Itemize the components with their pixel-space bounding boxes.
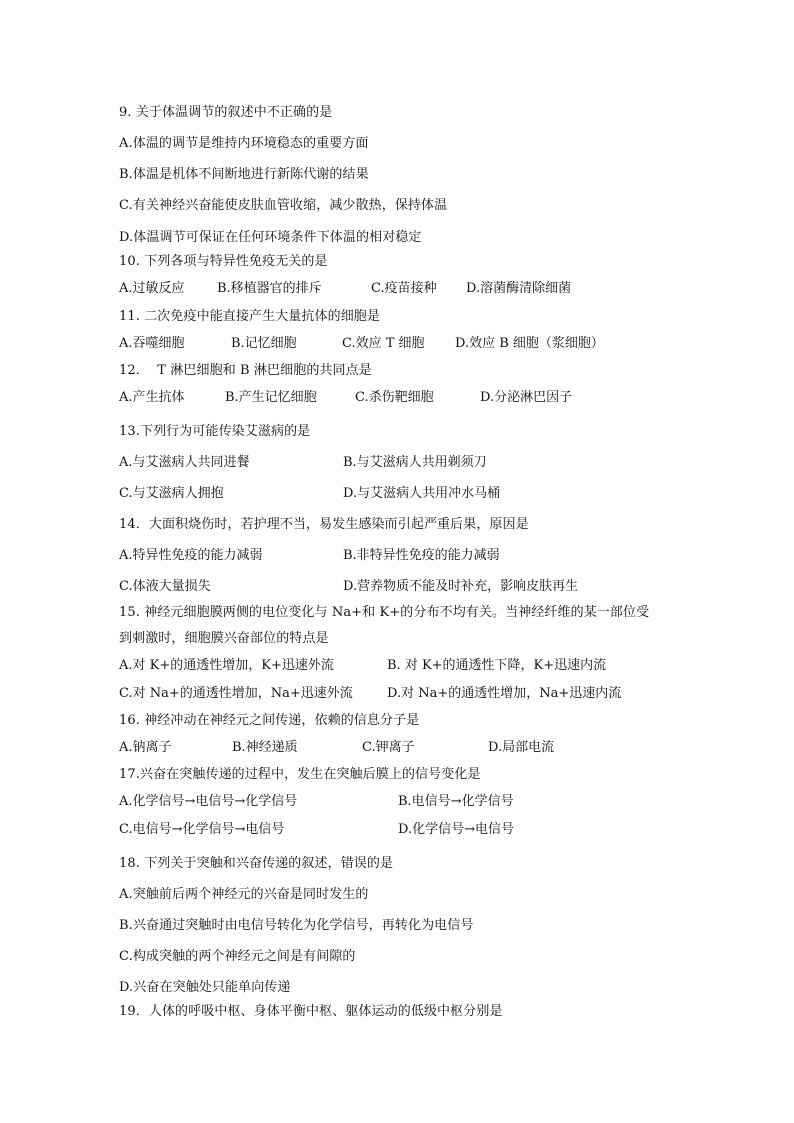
question-10-option-d: D.溶菌酶清除细菌 [466,281,572,296]
question-10-option-b: B.移植器官的排斥 [217,281,322,296]
question-11-option-a: A.吞噬细胞 [119,336,185,351]
question-11-option-b: B.记忆细胞 [231,336,297,351]
question-14-option-b: B.非特异性免疫的能力减弱 [343,548,500,563]
question-14-option-d: D.营养物质不能及时补充，影响皮肤再生 [343,579,579,594]
question-13-option-d: D.与艾滋病人共用冲水马桶 [343,486,501,501]
question-10-stem: 10. 下列各项与特异性免疫无关的是 [119,254,328,269]
question-9-option-b: B.体温是机体不间断地进行新陈代谢的结果 [119,167,369,182]
question-15-option-a: A.对 K+的通透性增加，K+迅速外流 [119,658,334,673]
question-17-option-a: A.化学信号→电信号→化学信号 [119,794,298,809]
question-11-option-c: C.效应 T 细胞 [342,336,425,351]
question-14-option-a: A.特异性免疫的能力减弱 [119,548,263,563]
question-18-option-c: C.构成突触的两个神经元之间是有间隙的 [119,949,356,964]
question-13-option-a: A.与艾滋病人共同进餐 [119,455,250,470]
question-18-stem: 18. 下列关于突触和兴奋传递的叙述，错误的是 [119,856,394,871]
question-13-option-b: B.与艾滋病人共用剃须刀 [343,455,487,470]
question-17-option-c: C.电信号→化学信号→电信号 [119,822,285,837]
question-13-option-c: C.与艾滋病人拥抱 [119,486,224,501]
question-15-option-b: B. 对 K+的通透性下降，K+迅速内流 [387,658,607,673]
question-16-option-a: A.钠离子 [119,740,172,755]
question-9-option-d: D.体温调节可保证在任何环境条件下体温的相对稳定 [119,230,422,245]
question-17-option-d: D.化学信号→电信号 [398,822,514,837]
question-16-option-b: B.神经递质 [232,740,298,755]
question-15-option-d: D.对 Na+的通透性增加，Na+迅速内流 [387,686,622,701]
question-11-stem: 11. 二次免疫中能直接产生大量抗体的细胞是 [119,309,381,324]
question-12-option-a: A.产生抗体 [119,390,185,405]
question-9-option-c: C.有关神经兴奋能使皮肤血管收缩，减少散热，保持体温 [119,198,448,213]
question-12-option-d: D.分泌淋巴因子 [480,390,573,405]
question-19-stem: 19．人体的呼吸中枢、身体平衡中枢、躯体运动的低级中枢分别是 [119,1004,503,1019]
question-12-stem: 12． T 淋巴细胞和 B 淋巴细胞的共同点是 [119,363,372,378]
question-11-option-d: D.效应 B 细胞（浆细胞） [455,336,604,351]
question-12-option-b: B.产生记忆细胞 [225,390,317,405]
question-18-option-d: D.兴奋在突触处只能单向传递 [119,980,291,995]
question-14-stem: 14．大面积烧伤时，若护理不当，易发生感染而引起严重后果，原因是 [119,517,529,532]
question-16-option-d: D.局部电流 [488,740,555,755]
question-9-stem: 9. 关于体温调节的叙述中不正确的是 [119,105,333,120]
question-17-stem: 17.兴奋在突触传递的过程中，发生在突触后膜上的信号变化是 [119,767,481,782]
question-15-stem-continued: 到刺激时，细胞膜兴奋部位的特点是 [119,631,329,646]
question-18-option-b: B.兴奋通过突触时由电信号转化为化学信号，再转化为电信号 [119,918,474,933]
question-14-option-c: C.体液大量损失 [119,579,211,594]
question-16-stem: 16. 神经冲动在神经元之间传递，依赖的信息分子是 [119,713,420,728]
question-9-option-a: A.体温的调节是维持内环境稳态的重要方面 [119,136,369,151]
question-13-stem: 13.下列行为可能传染艾滋病的是 [119,424,311,439]
question-15-stem: 15. 神经元细胞膜两侧的电位变化与 Na+和 K+的分布不均有关。当神经纤维的某一部位受 [119,605,650,620]
question-12-option-c: C.杀伤靶细胞 [355,390,434,405]
question-10-option-c: C.疫苗接种 [371,281,437,296]
question-16-option-c: C.钾离子 [362,740,415,755]
question-17-option-b: B.电信号→化学信号 [398,794,514,809]
question-15-option-c: C.对 Na+的通透性增加，Na+迅速外流 [119,686,353,701]
question-18-option-a: A.突触前后两个神经元的兴奋是同时发生的 [119,887,369,902]
question-10-option-a: A.过敏反应 [119,281,185,296]
